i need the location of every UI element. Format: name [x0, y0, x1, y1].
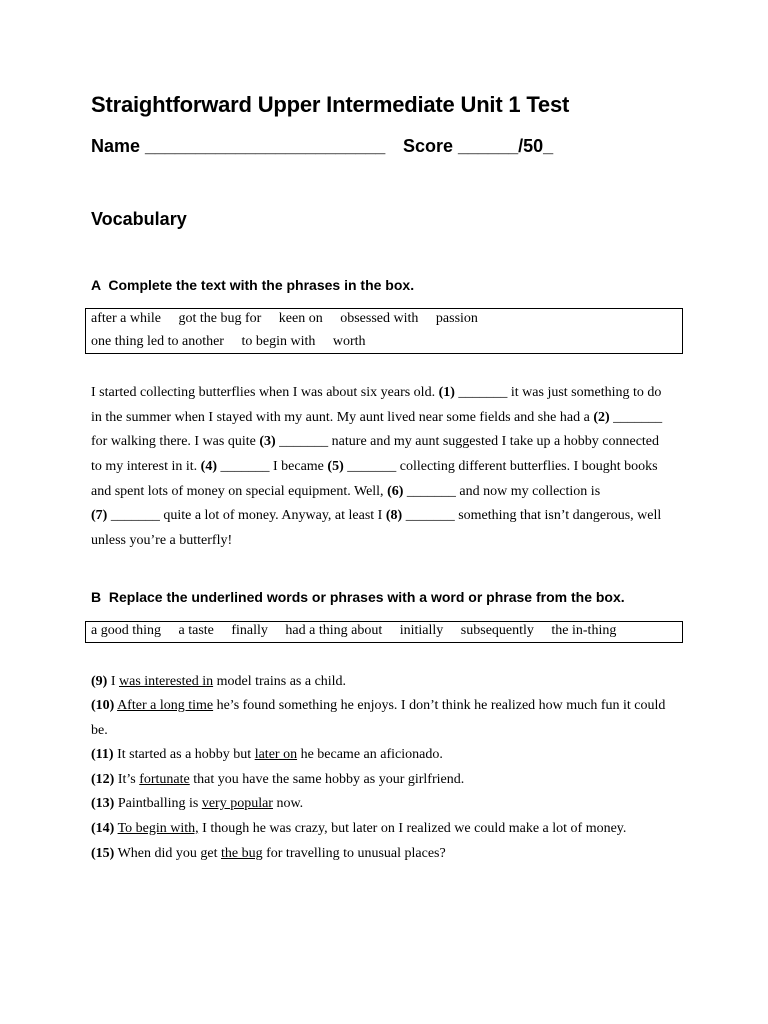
passage-text: _______ something that isn’t dangerous, well: [402, 508, 662, 523]
passage-text: _______ and now my collection is: [403, 484, 601, 499]
gap-number: (7): [91, 508, 108, 523]
passage-text: and spent lots of money on special equipment. Well,: [91, 484, 388, 499]
passage-line: [91, 533, 232, 549]
box-phrase: subsequently: [460, 623, 534, 638]
question-13: [91, 796, 303, 812]
question-number: (12): [91, 772, 115, 787]
passage-line: [91, 484, 600, 500]
section-heading: Vocabulary: [91, 209, 187, 229]
question-number: (9): [91, 674, 108, 689]
passage-text: I started collecting butterflies when I was about six years old.: [91, 385, 439, 400]
box-phrase: got the bug for: [178, 311, 262, 326]
question-text: It started as a hobby but: [113, 747, 255, 762]
question-number: (14): [91, 821, 115, 836]
question-text: be.: [91, 723, 108, 738]
score-field-label: Score ______/50_: [403, 136, 554, 156]
question-number: (15): [91, 846, 115, 861]
question-text: for travelling to unusual places?: [262, 846, 446, 861]
box-phrase: one thing led to another: [91, 334, 224, 349]
question-text: he’s found something he enjoys. I don’t think he realized how much fun it could: [213, 698, 666, 713]
passage-text: _______ nature and my aunt suggested I take up a hobby connected: [275, 434, 660, 449]
question-text: When did you get: [114, 846, 221, 861]
box-phrase: worth: [332, 334, 366, 349]
box-phrase: a taste: [178, 623, 214, 638]
gap-number: (2): [593, 410, 610, 425]
underlined-phrase: the bug: [221, 846, 263, 861]
part-b-box-row-1: [91, 623, 630, 639]
gap-number: (5): [327, 459, 344, 474]
underlined-phrase: later on: [254, 747, 298, 762]
question-number: (11): [91, 747, 114, 762]
question-10: [91, 698, 665, 714]
question-12: [91, 772, 464, 788]
part-a-instruction: A Complete the text with the phrases in the box.: [91, 277, 415, 293]
underlined-phrase: To begin with,: [117, 821, 199, 836]
gap-number: (1): [438, 385, 455, 400]
page-title: Straightforward Upper Intermediate Unit 1 Test: [91, 92, 570, 117]
gap-number: (8): [385, 508, 403, 523]
passage-text: for walking there. I was quite: [91, 434, 260, 449]
underlined-phrase: After a long time: [117, 698, 214, 713]
passage-text: _______ it was just something to do: [454, 385, 662, 400]
box-phrase: the in-thing: [551, 623, 617, 638]
box-phrase: a good thing: [91, 623, 161, 638]
passage-line: [91, 385, 661, 401]
passage-line: [91, 410, 662, 426]
question-text: I: [107, 674, 119, 689]
box-phrase: passion: [435, 311, 478, 326]
box-phrase: initially: [399, 623, 444, 638]
question-14: [91, 821, 626, 837]
box-phrase: had a thing about: [285, 623, 383, 638]
passage-text: _______ I became: [216, 459, 328, 474]
passage-line: [91, 508, 661, 524]
passage-line: [91, 459, 658, 475]
passage-text: _______: [609, 410, 663, 425]
question-number: (10): [91, 698, 115, 713]
underlined-phrase: very popular: [201, 796, 273, 811]
question-15: [91, 846, 446, 862]
question-10-continued: [91, 723, 108, 739]
question-text: It’s: [114, 772, 140, 787]
question-text: that you have the same hobby as your girlfriend.: [189, 772, 465, 787]
box-phrase: finally: [231, 623, 268, 638]
passage-text: _______ quite a lot of money. Anyway, at least I: [107, 508, 386, 523]
question-11: [91, 747, 443, 763]
gap-number: (4): [200, 459, 217, 474]
question-number: (13): [91, 796, 115, 811]
box-phrase: keen on: [278, 311, 323, 326]
question-text: now.: [272, 796, 304, 811]
part-a-box-row-2: [91, 334, 380, 350]
passage-line: [91, 434, 659, 450]
question-text: model trains as a child.: [213, 674, 347, 689]
part-b-word-box: [85, 621, 683, 643]
passage-text: _______ collecting different butterflies. I bought books: [343, 459, 658, 474]
underlined-phrase: was interested in: [119, 674, 214, 689]
part-a-box-row-1: [91, 311, 492, 327]
name-field-label: Name ________________________: [91, 136, 386, 156]
part-b-instruction: B Replace the underlined words or phrases with a word or phrase from the box.: [91, 589, 625, 605]
box-phrase: to begin with: [241, 334, 316, 349]
gap-number: (6): [387, 484, 404, 499]
box-phrase: after a while: [91, 311, 161, 326]
question-text: he became an aficionado.: [297, 747, 443, 762]
question-9: [91, 674, 346, 690]
passage-text: to my interest in it.: [91, 459, 201, 474]
gap-number: (3): [259, 434, 276, 449]
part-a-word-box: [85, 308, 683, 354]
passage-text: unless you’re a butterfly!: [91, 533, 233, 548]
question-text: Paintballing is: [114, 796, 202, 811]
box-phrase: obsessed with: [340, 311, 419, 326]
question-text: I though he was crazy, but later on I realized we could make a lot of money.: [198, 821, 627, 836]
passage-text: in the summer when I stayed with my aunt. My aunt lived near some fields and she had a: [91, 410, 594, 425]
underlined-phrase: fortunate: [139, 772, 190, 787]
